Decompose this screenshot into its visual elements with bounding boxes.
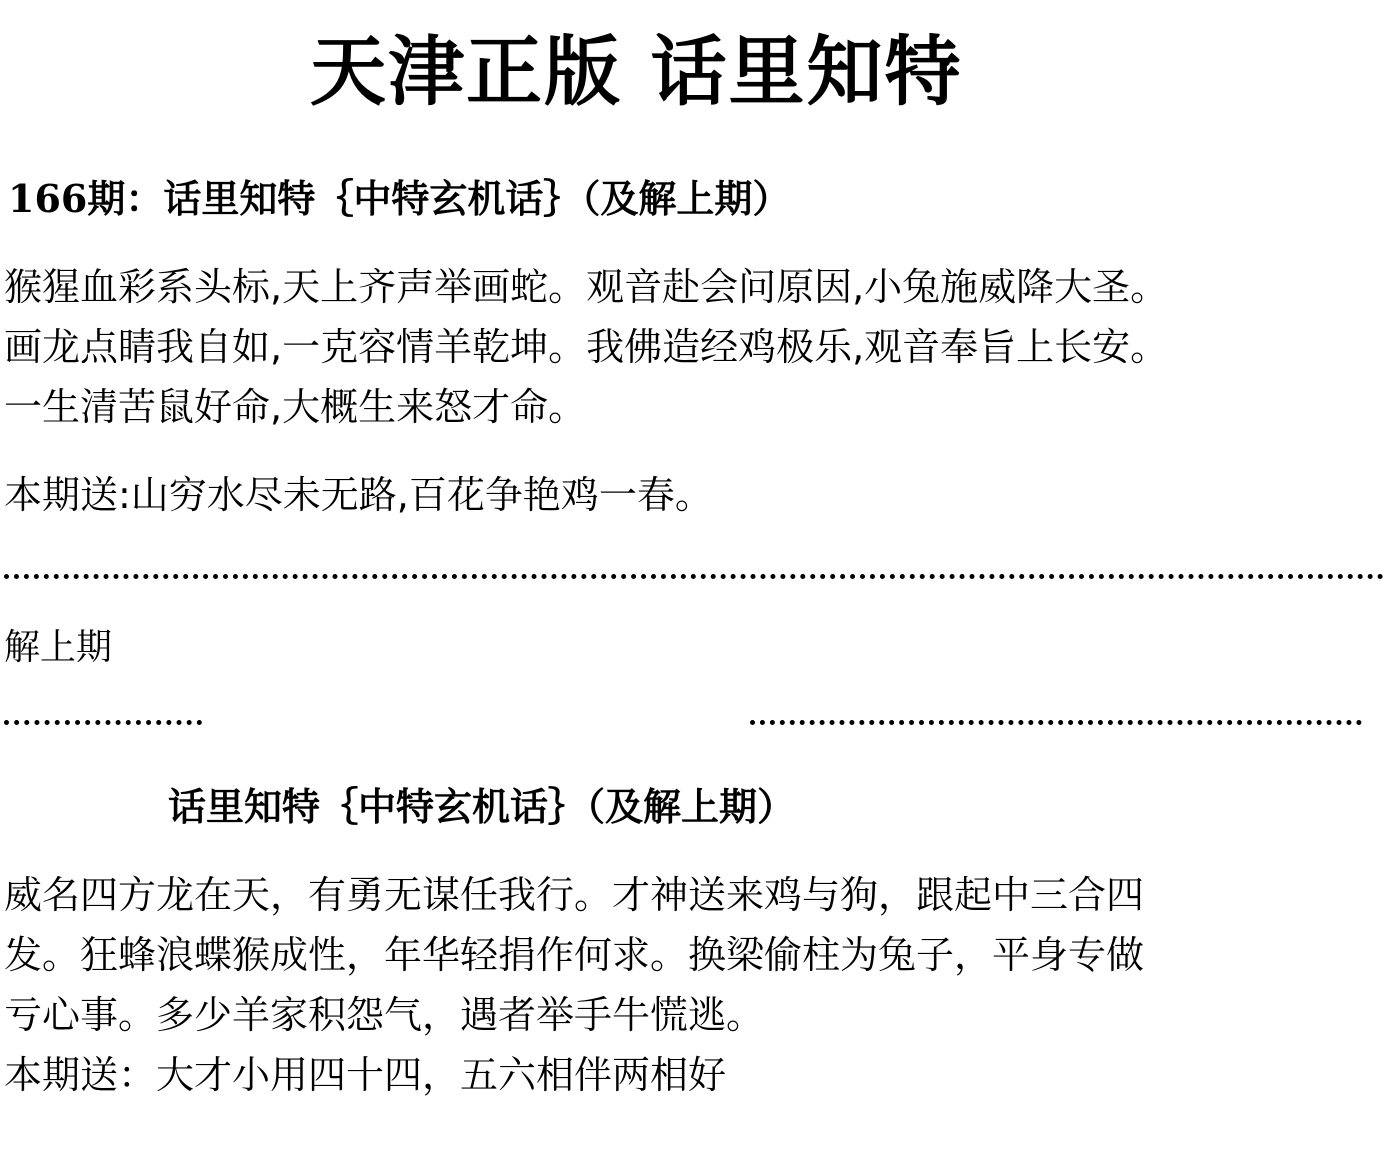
- previous-line-2: 发。狂蜂浪蝶猴成性，年华轻捐作何求。换梁偷柱为兔子，平身专做: [4, 933, 1145, 977]
- main-title: 天津正版 话里知特: [310, 27, 963, 116]
- issue-heading: 166期：话里知特｛中特玄机话｝（及解上期）: [8, 176, 791, 221]
- dotted-divider-right: [750, 720, 1362, 725]
- previous-line-3: 亏心事。多少羊家积怨气，遇者举手牛慌逃。: [4, 993, 765, 1037]
- dotted-divider-left: [4, 720, 202, 725]
- poem-line-1: 猴猩血彩系头标,天上齐声举画蛇。观音赴会问原因,小兔施威降大圣。: [4, 265, 1169, 309]
- previous-label: 解上期: [4, 627, 113, 668]
- previous-line-1: 威名四方龙在天，有勇无谋任我行。才神送来鸡与狗，跟起中三合四: [4, 873, 1145, 917]
- issue-gift-line: 本期送:山穷水尽未无路,百花争艳鸡一春。: [4, 473, 713, 517]
- previous-gift-line: 本期送：大才小用四十四，五六相伴两相好: [4, 1053, 727, 1097]
- previous-heading: 话里知特｛中特玄机话｝（及解上期）: [168, 784, 796, 829]
- poem-line-3: 一生清苦鼠好命,大概生来怒才命。: [4, 385, 587, 429]
- poem-line-2: 画龙点睛我自如,一克容情羊乾坤。我佛造经鸡极乐,观音奉旨上长安。: [4, 325, 1169, 369]
- dotted-divider: [4, 574, 1384, 579]
